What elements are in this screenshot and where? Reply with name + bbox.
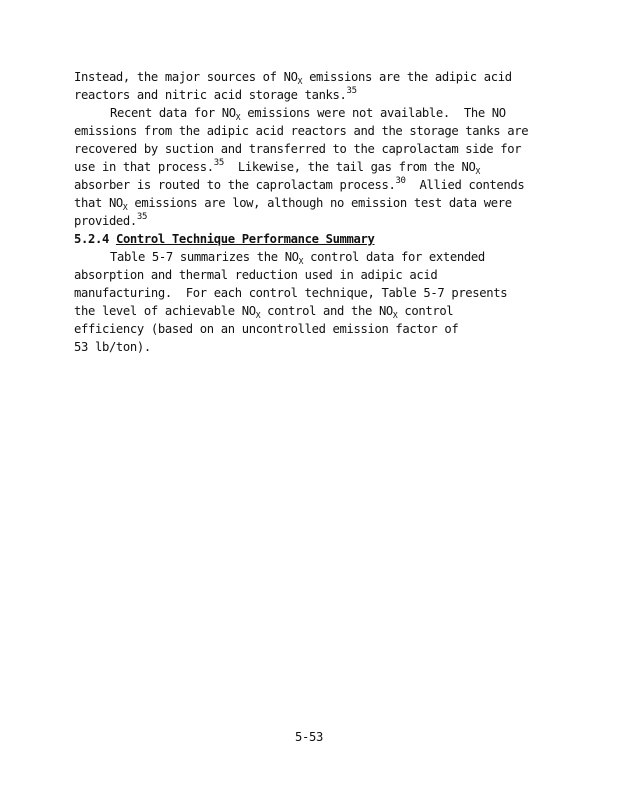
text-span: Likewise, the tail gas from the NO [223, 160, 476, 174]
text-line: manufacturing. For each control technique, Table 5-7 presents [74, 286, 508, 300]
footnote-ref: 35 [136, 212, 148, 222]
section-title: Control Technique Performance Summary [115, 232, 375, 246]
text-span: control and the NO [260, 304, 393, 318]
text-span: Recent data for NO [110, 106, 236, 120]
subscript: X [298, 257, 304, 266]
text-line [110, 104, 610, 122]
page-number: 5-53 [295, 730, 323, 744]
footnote-ref: 35 [213, 158, 224, 168]
text-line: recovered by suction and transferred to the caprolactam side for [74, 142, 522, 156]
text-line [74, 68, 574, 86]
footnote-ref: 30 [395, 176, 406, 186]
text-line: 53 lb/ton). [74, 340, 151, 354]
section-number: 5.2.4 [74, 232, 109, 246]
text-line [74, 86, 574, 104]
text-span: the level of achievable NO [74, 304, 256, 318]
text-span: emissions are low, although no emission test data were [127, 196, 512, 210]
subscript: X [122, 203, 128, 212]
subscript: X [392, 311, 398, 320]
text-span: Allied contends [405, 178, 525, 192]
subscript: X [475, 167, 480, 176]
subscript: X [255, 311, 261, 320]
footnote-ref: 35 [346, 86, 357, 96]
text-span: Instead, the major sources of NO [74, 70, 298, 84]
text-span: emissions are the adipic acid [302, 70, 512, 84]
text-line: emissions from the adipic acid reactors and the storage tanks are [74, 124, 529, 138]
text-span: emissions were not available. The NO [240, 106, 506, 120]
text-span: Table 5-7 summarizes the NO [110, 250, 299, 264]
text-line [74, 302, 574, 320]
text-line [74, 176, 574, 194]
text-line: efficiency (based on an uncontrolled emission factor of [74, 322, 459, 336]
text-span: control data for extended [303, 250, 485, 264]
text-span: provided. [74, 214, 137, 228]
section-heading [74, 230, 574, 248]
text-span: reactors and nitric acid storage tanks. [74, 88, 347, 102]
subscript: X [297, 77, 303, 86]
text-line [74, 194, 574, 212]
text-span: use in that process. [74, 160, 214, 174]
text-line: absorption and thermal reduction used in adipic acid [74, 268, 438, 282]
text-line [74, 158, 574, 176]
text-line [74, 212, 574, 230]
text-span: control [397, 304, 454, 318]
subscript: X [235, 113, 241, 122]
text-line [110, 248, 610, 266]
text-span: absorber is routed to the caprolactam process. [74, 178, 396, 192]
text-span: that NO [74, 196, 123, 210]
